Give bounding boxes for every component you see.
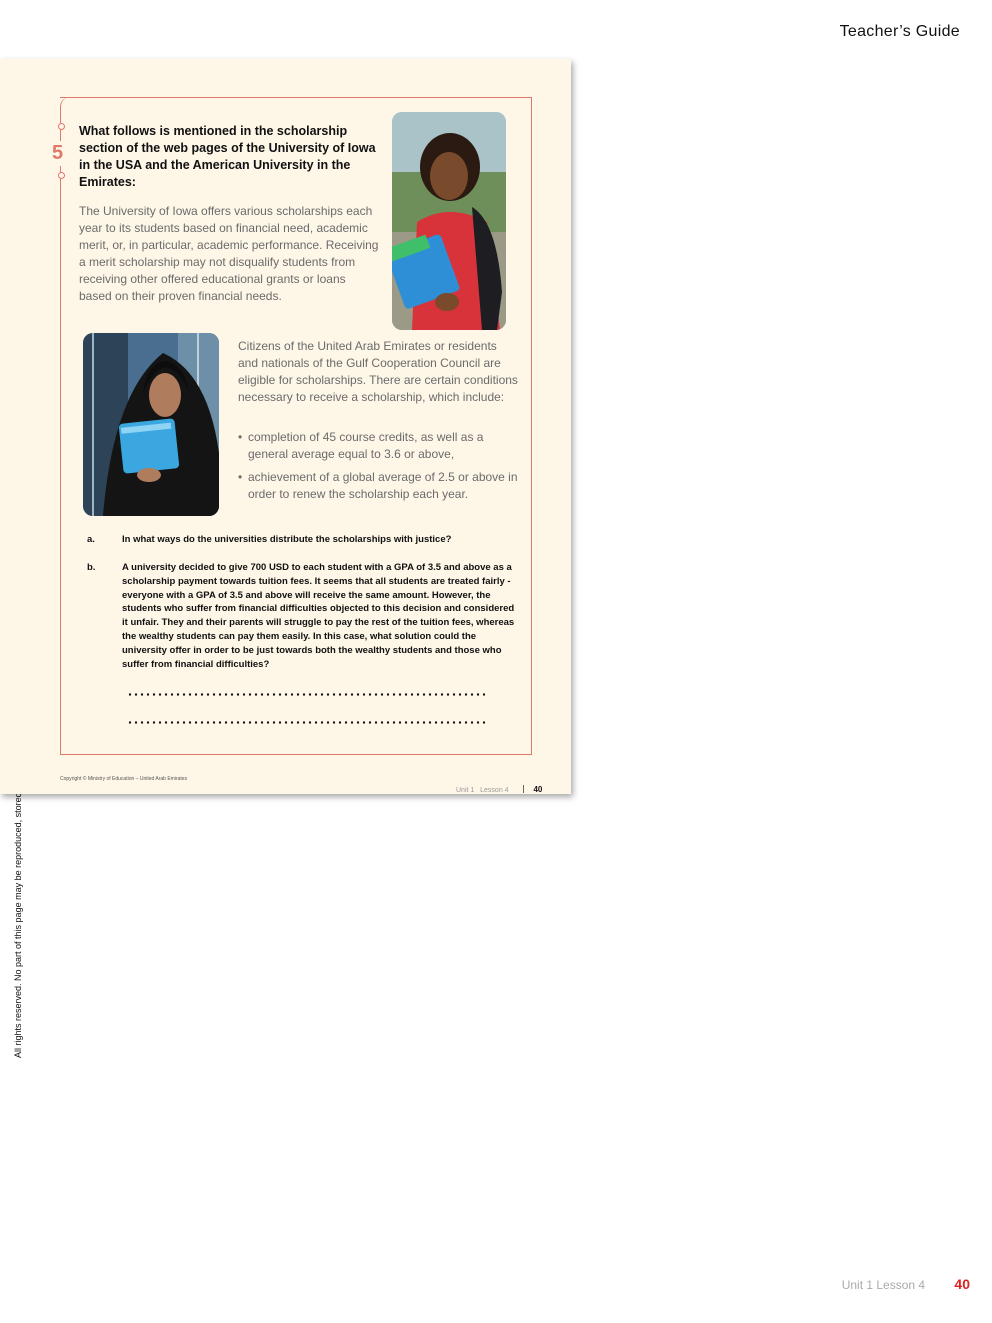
exercise-number: 5 — [52, 142, 64, 164]
student-photo-1 — [392, 112, 506, 330]
question-a — [87, 533, 527, 549]
question-letter: b. — [87, 562, 96, 573]
answer-line-2[interactable] — [127, 721, 487, 724]
answer-line-1[interactable] — [127, 693, 487, 696]
exercise-heading: What follows is mentioned in the scholarship section of the web pages of the University of Iowa in the USA and the American University in the Emirates: — [79, 124, 376, 189]
page-footer-number: 40 — [533, 785, 543, 794]
page-copyright: Copyright © Ministry of Education – United Arab Emirates — [60, 776, 188, 782]
condition-item: • achievement of a global average of 2.5 or above in order to renew the scholarship each year. — [238, 469, 523, 503]
frame-dot-bottom — [58, 172, 65, 179]
iowa-paragraph: The University of Iowa offers various scholarships each year to its students based on financial need, academic merit, or, in particular, academic performance. Receiving a merit scholarship may not disqualify students from receiving other offered educational grants or loans based on their proven financial needs. — [79, 204, 379, 303]
condition-item: • completion of 45 course credits, as well as a general average equal to 3.6 or above, — [238, 429, 523, 463]
conditions-list — [238, 429, 523, 509]
question-text: In what ways do the universities distribute the scholarships with justice? — [122, 534, 452, 545]
frame-top-border — [60, 97, 532, 98]
footer-separator — [523, 785, 524, 793]
textbook-page — [0, 59, 571, 794]
guide-footer — [842, 1276, 970, 1292]
question-text: A university decided to give 700 USD to each student with a GPA of 3.5 and above as a scholarship payment towards tuition fees. It seems that all students are treated fairly - everyone with a GPA of 3.5 and above will receive the same amount. However, the students who suffer from financial difficulties objected to this decision and considered it unfair. They and their parents will struggle to pay the rest of the tuition fees, whereas the wealthy students can pay them easily. In this case, what solution could the university offer in order to be just towards both the wealthy students and those who suffer from financial difficulties? — [122, 562, 515, 670]
frame-dot-top — [58, 123, 65, 130]
guide-title: Teacher’s Guide — [839, 23, 960, 40]
question-b — [87, 561, 527, 676]
footer-unit-lesson: Unit 1 Lesson 4 — [841, 1278, 926, 1292]
page-footer — [456, 785, 542, 794]
page-footer-unit: Unit 1 — [456, 787, 475, 794]
student-photo-2 — [83, 333, 219, 516]
question-letter: a. — [87, 534, 95, 545]
page-footer-lesson: Lesson 4 — [480, 787, 509, 794]
uae-paragraph: Citizens of the United Arab Emirates or residents and nationals of the Gulf Cooperation Council are eligible for scholarships. There are certain conditions necessary to receive a scholarship, which include: — [238, 339, 518, 404]
footer-page-number: 40 — [954, 1276, 970, 1292]
